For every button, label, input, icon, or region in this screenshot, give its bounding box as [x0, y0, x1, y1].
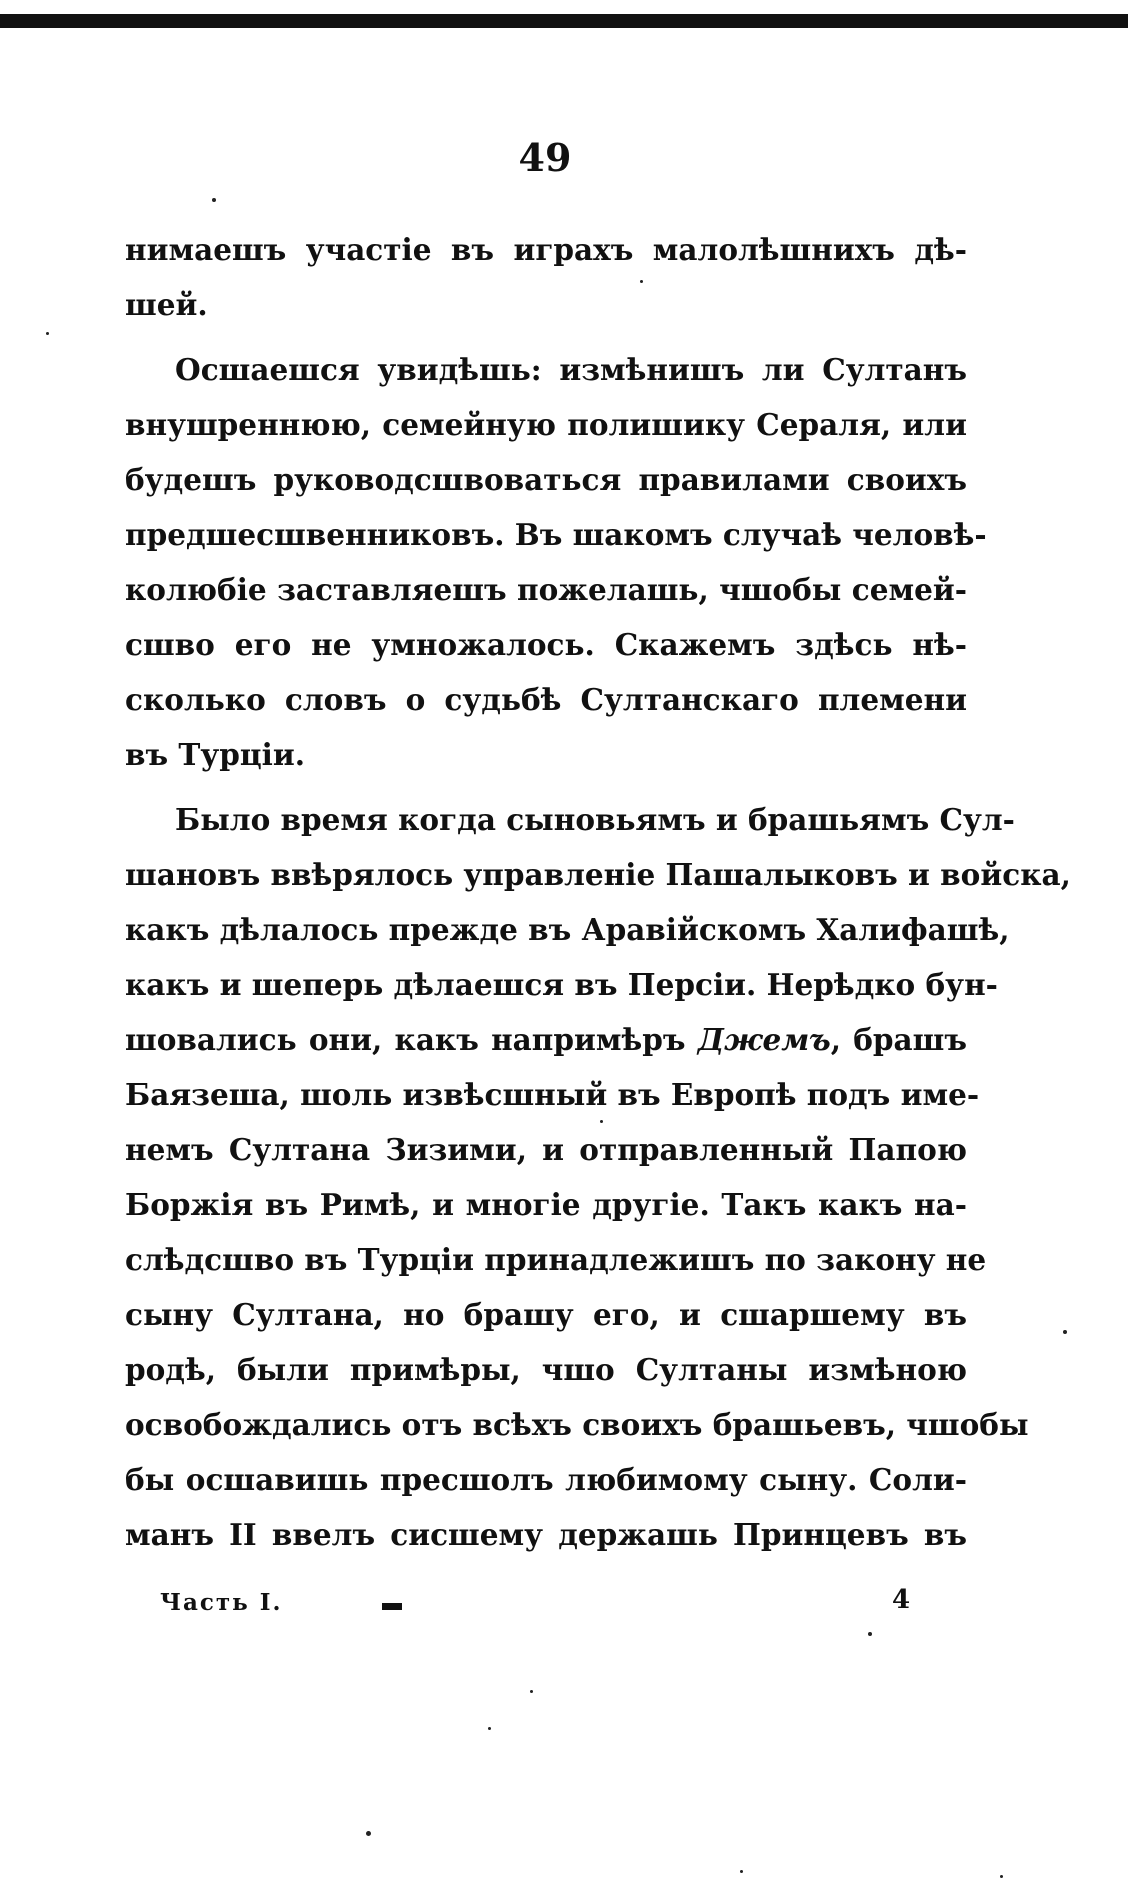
ink-speck — [212, 198, 216, 202]
top-rule — [0, 14, 1128, 28]
text-line: Осшаешся увидѣшь: измѣнишъ ли Султанъ — [175, 352, 967, 387]
italic-name: Джемъ — [697, 1022, 831, 1057]
text-line: какъ дѣлалось прежде въ Аравійскомъ Халифашѣ, — [125, 912, 1010, 947]
ink-speck — [366, 1831, 371, 1836]
ink-speck — [488, 1727, 491, 1730]
ink-speck — [1063, 1330, 1067, 1334]
text-line: въ Турціи. — [125, 737, 306, 772]
text-line: предшесшвенниковъ. Въ шакомъ случаѣ человѣ- — [125, 517, 987, 552]
text-line: манъ II ввелъ сисшему держашь Принцевъ въ — [125, 1517, 967, 1552]
ink-speck — [1000, 1875, 1003, 1878]
text-line-with-italic: шовались они, какъ напримѣръ Джемъ, брашъ — [125, 1022, 968, 1057]
text-line: Боржія въ Римѣ, и многіе другіе. Такъ какъ на- — [125, 1187, 967, 1222]
ink-speck — [46, 332, 49, 335]
ink-speck — [640, 280, 643, 283]
text-line: сшво его не умножалось. Скажемъ здѣсь нѣ- — [125, 627, 967, 662]
text-line: колюбіе заставляешъ пожелашь, чшобы семей- — [125, 572, 967, 607]
text-line: родѣ, были примѣры, чшо Султаны измѣною — [125, 1352, 967, 1387]
sheet-number: 4 — [892, 1585, 911, 1615]
text-line: шановъ ввѣрялось управленіе Пашалыковъ и войска, — [125, 857, 1071, 892]
text-line: слѣдсшво въ Турціи принадлежишъ по закону не — [125, 1242, 987, 1277]
text-line: шей. — [125, 287, 208, 322]
text-line: будешъ руководсшвоваться правилами своихъ — [125, 462, 967, 497]
text-line: сколько словъ о судьбѣ Султанскаго племени — [125, 682, 967, 717]
text-line: немъ Султана Зизими, и отправленный Папою — [125, 1132, 967, 1167]
ink-speck — [530, 1690, 533, 1693]
signature-mark: Часть I. — [160, 1589, 283, 1616]
text-line: какъ и шеперь дѣлаешся въ Персіи. Нерѣдко бун- — [125, 967, 998, 1002]
text-line: внушреннюю, семейную полишику Сераля, или — [125, 407, 967, 442]
ink-speck — [740, 1870, 743, 1873]
text-line: нимаешъ участіе въ играхъ малолѣшнихъ дѣ- — [125, 232, 967, 267]
ink-speck — [868, 1632, 872, 1636]
ink-dash — [382, 1603, 402, 1610]
text-line: освобождались отъ всѣхъ своихъ брашьевъ, чшобы — [125, 1407, 1029, 1442]
body-text — [125, 222, 1071, 1562]
page-footer — [0, 1585, 1140, 1625]
text-line: Баязеша, шоль извѣсшный въ Европѣ подъ име- — [125, 1077, 980, 1112]
text-line: Было время когда сыновьямъ и брашьямъ Сул- — [175, 802, 1015, 837]
text-line: сыну Султана, но брашу его, и сшаршему въ — [125, 1297, 967, 1332]
ink-speck — [600, 1120, 603, 1123]
page-number: 49 — [518, 135, 572, 180]
text-line: бы осшавишь пресшолъ любимому сыну. Соли- — [125, 1462, 967, 1497]
